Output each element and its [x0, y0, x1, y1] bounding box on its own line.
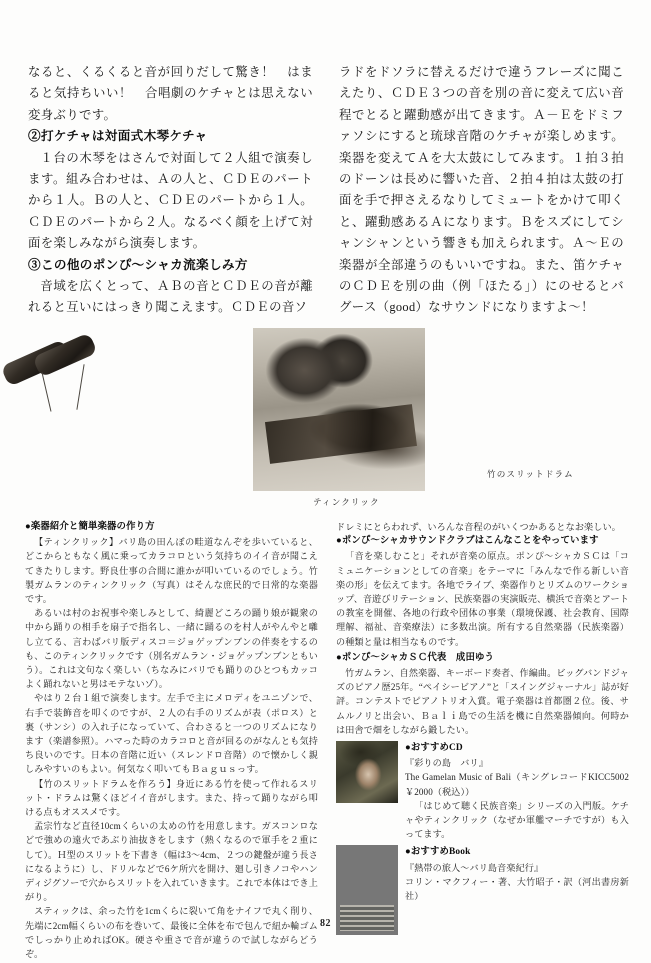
- right-text-column: [339, 62, 624, 319]
- tingklik-photo: [253, 328, 425, 491]
- drum-stick: [76, 364, 84, 410]
- paragraph: ラドをドソラに替えるだけで違うフレーズに聞こえたり、ＣＤＥ３つの音を別の音に変えて広い音程でとると躍動感が出てきます。Ａ－Ｅをドミファソシにすると琉球音階のケチャが楽しめます。楽器を変えてＡを大太鼓にしてみます。１拍３拍のドーンは長めに響いた音、２拍４拍は太鼓の打面を手で押さえるなりしてミュートをかけて叩くと、躍動感あるＡになります。Ｂをスズにしてシャンシャンという響きも加えられます。Ａ～Ｅの楽器が全部違うのもいいですね。また、笛ケチャのＣＤＥを別の曲（例「ほたる」）にのせるとバグース（good）なサウンドになりますよ～！: [339, 65, 624, 315]
- recommended-cd-heading: ●おすすめCD: [405, 743, 463, 754]
- left-text-column: [28, 62, 313, 319]
- paragraph: あるいは村のお祝事や楽しみとして、綺麗どころの踊り娘が観衆の中から踊りの相手を扇子で指名し、一緒に踊るのを村人がやんやと囃し立てる、言わばバリ版ディスコ＝ジョゲップンブンの伴奏をするのも、このティンクリックです（別名ガムラン・ジョゲップンブンともいう）。これは文句なく楽しい（ちなみにバリでも踊りのひとつもカッコよく踊れないと男はモテないゾ）。: [25, 608, 318, 690]
- representative-heading: ●ポンぴ～シャカＳＣ代表 成田ゆう: [336, 652, 495, 663]
- top-text-columns: [28, 62, 624, 319]
- slit-drum-body: [32, 332, 98, 377]
- bottom-right-column: [336, 520, 639, 961]
- paragraph: 竹ガムラン、自然楽器、キーボード奏者、作編曲。ビッグバンドジャズのピアノ歴25年。“ペイシービアノ”と「スイングジャーナル」誌が好評。コンテストでピアノトリオ入賞。電子楽器は首都圏２位。後、サムルノリと出会い、Ｂａｌｉ島での生活を機に自然楽器傾向。何時かは田舎で畑をしながら鍛したい。: [336, 668, 629, 735]
- cd-title: 『彩りの島 バリ』: [405, 758, 488, 769]
- book-author-publisher: コリン・マクフィー・著、大竹昭子・訳（河出書房新社）: [405, 876, 629, 902]
- paragraph: １台の木琴をはさんで対面して２人組で演奏します。組み合わせは、Ａの人と、ＣＤＥのパートから１人。Ｂの人と、ＣＤＥのパートから１人。ＣＤＥのパートから２人。なるべく顔を上げて対面を楽しみながら演奏します。: [28, 150, 313, 251]
- book-title: 『熱帯の旅人～バリ島音楽紀行』: [405, 862, 544, 873]
- bottom-left-column: [25, 520, 318, 961]
- page-number: 82: [320, 918, 331, 929]
- sound-club-heading: ●ポンぴ～シャカサウンドクラブはこんなことをやっています: [336, 536, 599, 547]
- section-subheading-3: ③この他のポンぴ～シャカ流楽しみ方: [28, 257, 248, 272]
- cd-info: [405, 741, 639, 841]
- paragraph: 音域を広くとって、ＡＢの音とＣＤＥの音が離れると互いにはっきり聞こえます。ＣＤＥの音ソ: [28, 279, 313, 315]
- recommended-cd-block: [336, 741, 639, 841]
- paragraph: スティックは、余った竹を1cmくらに裂いて角をナイフで丸く削り、先端に2cm幅くらいの布を巻いて、最後に全体を布で包んで紐か輪ゴムでしっかり止めればOK。硬さや重さで音が違うので試しながらどうぞ。: [25, 906, 318, 960]
- cd-label-price: The Gamelan Music of Bali（キングレコードKICC5002 ￥2000（税込））: [405, 772, 639, 797]
- paragraph: 孟宗竹など直径10cmくらいの太めの竹を用意します。ガスコンロなどで強めの遠火であぶり油抜きをします（熱くなるので軍手を２重にして）。Ｈ型のスリットを下書き（幅は3～4cm、２つの鍵盤が違う長さになるように）し、ドリルなどで6ケ所穴を開け、廻し引きノコやハンディジグソーで穴からスリットを入れていきます。これで本体はでき上がり。: [25, 821, 318, 903]
- paragraph: 【ティンクリック】バリ島の田んぼの畦道なんぞを歩いていると、どこからともなく風に乗ってカラコロという気持ちのイイ音が聞こえてきたりします。野良仕事の合間に誰かが叩いているのでしょう。竹製ガムランのティンクリック（写真）はそんな庶民的で日常的な楽器です。: [25, 537, 318, 605]
- tingklik-photo-caption: ティンクリック: [313, 497, 380, 507]
- paragraph: 【竹のスリットドラムを作ろう】身近にある竹を使って作れるスリット・ドラムは驚くほどイイ音がします。また、持って踊りながら叩ける点もオススメです。: [25, 778, 318, 818]
- bottom-text-columns: [25, 520, 639, 961]
- cd-cover-photo: [336, 741, 398, 803]
- section-subheading-2: ②打ケチャは対面式木琴ケチャ: [28, 129, 208, 144]
- paragraph: 「音を楽しむこと」それが音楽の原点。ポンぴ～シャカＳＣは「コミュニケーションとしての音楽」をテーマに「みんなで作る新しい音楽の形」を伝えてます。各地でライブ、楽器作りとリズムのワークショップ、音遊びリテーション、民族楽器の実演販売、横浜で音楽とアートの教室を開催、各地の行政や団体の事業（環境保護、社会教育、国際理解、福祉、音楽療法）に多数出演。所有する自然楽器（民族楽器）の種類と量は相当なものです。: [336, 551, 629, 647]
- slit-drum-photo-caption: 竹のスリットドラム: [487, 469, 574, 479]
- paragraph: やはり２台１組で演奏します。左手で主にメロディをユニゾンで、右手で装飾音を叩くのですが、２人の右手のリズムが表（ポロス）と裏（サンシ）の入れ子になっていて、合わさると一つのリズムになります（楽譜参照）。ハマった時のカラコロと音が回るのがなんとも気持ち良いのです。日本の音階に近い（スレンドロ音階）ので懐かしく親しみやすいのもよい。何気なく叩いてもＢａｇｕｓっす。: [25, 693, 318, 775]
- cd-description: 「はじめて聴く民族音楽」シリーズの入門版。ケチャやティンクリック（なぜか軍艦マーチですが）も入ってます。: [405, 800, 629, 840]
- bamboo-slit-drum-photo: [0, 328, 110, 404]
- recommended-book-heading: ●おすすめBook: [405, 847, 471, 858]
- drum-stick: [42, 372, 52, 411]
- instruments-heading: ●楽器紹介と簡単楽器の作り方: [25, 522, 155, 532]
- paragraph: なると、くるくると音が回りだして驚き！ はまると気持ちいい！ 合唱劇のケチャとは思えない変身ぶりです。: [28, 65, 313, 122]
- photo-band: [0, 328, 651, 510]
- paragraph: ドレミにとらわれず、いろんな音程のがいくつかあるとなお楽しい。: [336, 522, 621, 532]
